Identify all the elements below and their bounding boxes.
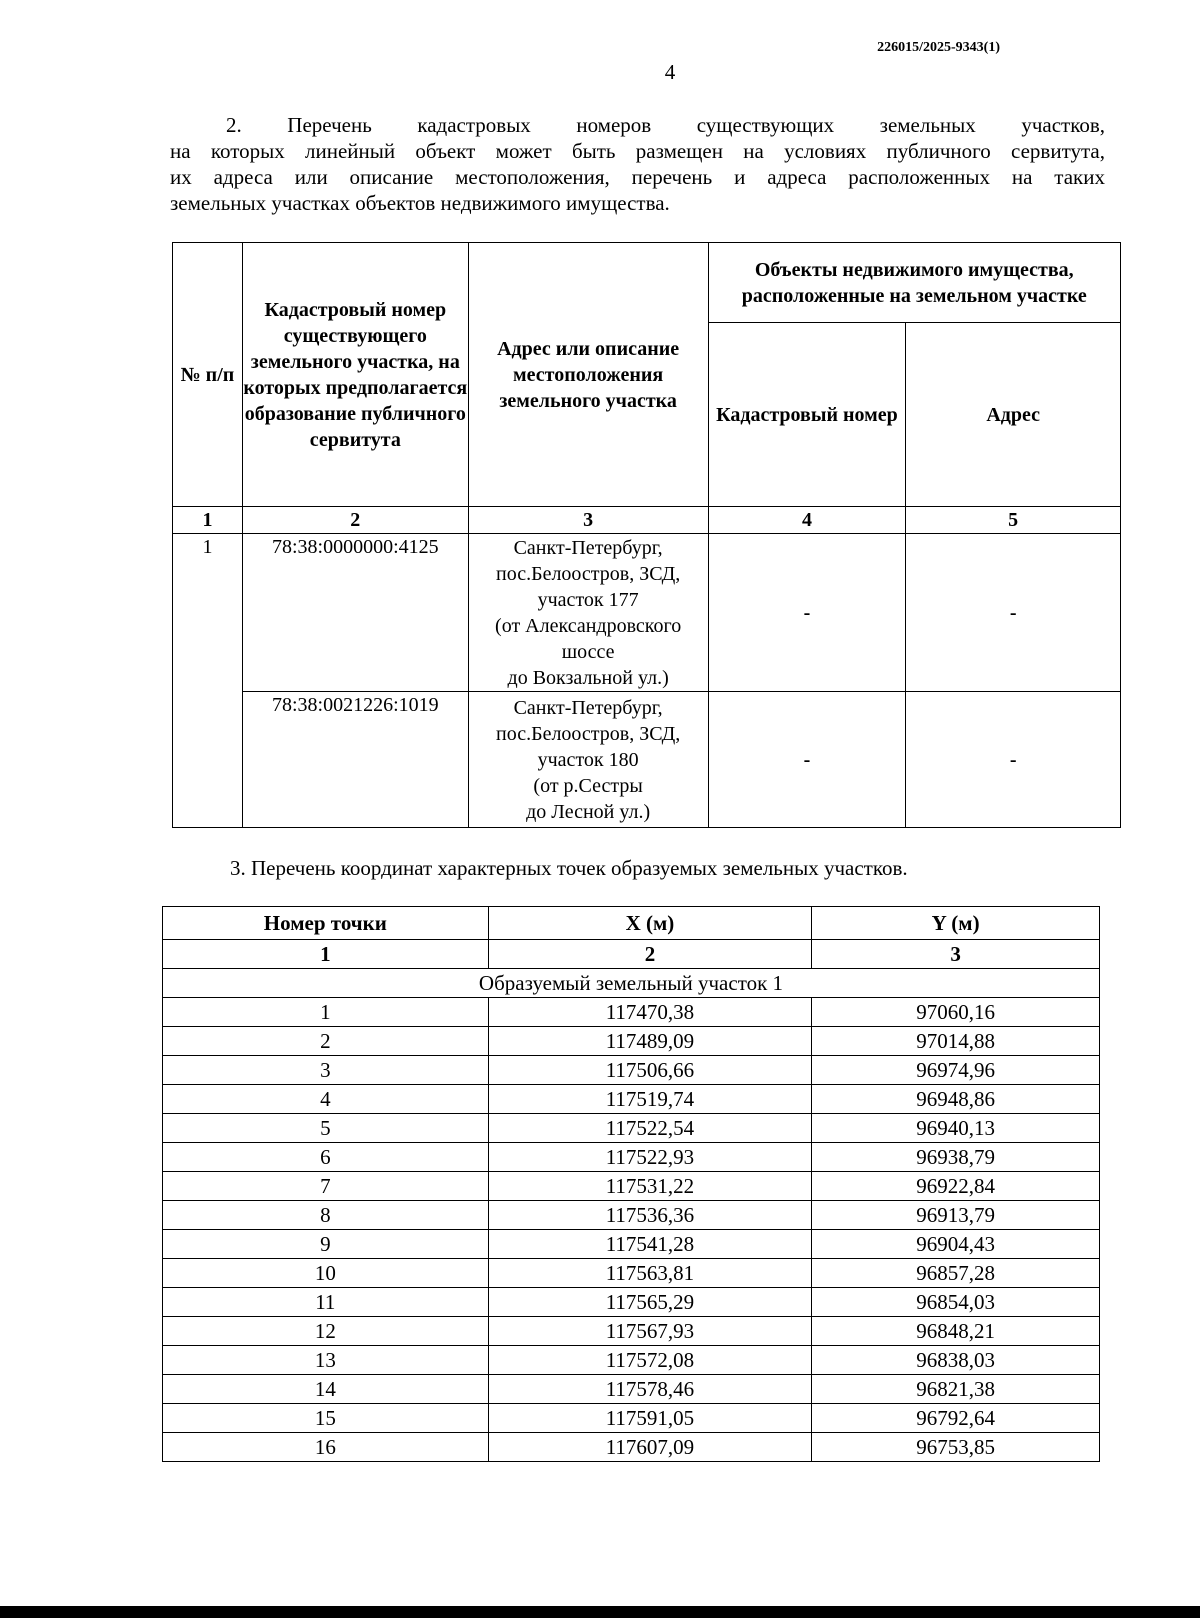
- address-line: до Вокзальной ул.): [507, 666, 669, 689]
- address-cell: [468, 692, 708, 828]
- x-coordinate: 117522,93: [488, 1143, 812, 1172]
- table-row: [163, 1114, 1100, 1143]
- point-number: 1: [163, 998, 489, 1027]
- point-number: 15: [163, 1404, 489, 1433]
- address-line: (от р.Сестры: [533, 774, 643, 797]
- object-address: -: [906, 692, 1121, 828]
- object-cadastral-number: -: [708, 692, 906, 828]
- point-number: 8: [163, 1201, 489, 1230]
- paragraph-line: их адреса или описание местоположения, перечень и адреса расположенных на таких: [170, 165, 1105, 189]
- point-number: 9: [163, 1230, 489, 1259]
- x-coordinate: 117531,22: [488, 1172, 812, 1201]
- table-row: [163, 1433, 1100, 1462]
- y-coordinate: 97060,16: [812, 998, 1100, 1027]
- y-coordinate: 96838,03: [812, 1346, 1100, 1375]
- table-row: [163, 1375, 1100, 1404]
- y-coordinate: 96904,43: [812, 1230, 1100, 1259]
- address-cell: [468, 534, 708, 692]
- point-number: 10: [163, 1259, 489, 1288]
- column-number: 2: [242, 507, 468, 534]
- header-y: Y (м): [812, 907, 1100, 940]
- table-row: [163, 1259, 1100, 1288]
- column-number: 4: [708, 507, 906, 534]
- cadastral-number: 78:38:0000000:4125: [242, 534, 468, 692]
- header-object-cadastral-number: Кадастровый номер: [708, 323, 906, 507]
- x-coordinate: 117563,81: [488, 1259, 812, 1288]
- header-point-number: Номер точки: [163, 907, 489, 940]
- y-coordinate: 97014,88: [812, 1027, 1100, 1056]
- scan-border: [0, 1606, 1200, 1618]
- table-row: [163, 1143, 1100, 1172]
- y-coordinate: 96753,85: [812, 1433, 1100, 1462]
- x-coordinate: 117470,38: [488, 998, 812, 1027]
- x-coordinate: 117489,09: [488, 1027, 812, 1056]
- address-line: пос.Белоостров, ЗСД,: [496, 722, 681, 745]
- table-row: [173, 534, 1121, 692]
- column-number: 2: [488, 940, 812, 969]
- x-coordinate: 117578,46: [488, 1375, 812, 1404]
- address-line: участок 180: [537, 748, 639, 771]
- y-coordinate: 96948,86: [812, 1085, 1100, 1114]
- table-row: [163, 1172, 1100, 1201]
- header-index: № п/п: [173, 243, 243, 507]
- point-number: 12: [163, 1317, 489, 1346]
- x-coordinate: 117536,36: [488, 1201, 812, 1230]
- header-cadastral-number: Кадастровый номер существующего земельного участка, на которых предполагается образование публичного сервитута: [242, 243, 468, 507]
- header-real-estate-objects: Объекты недвижимого имущества, расположенные на земельном участке: [708, 243, 1120, 323]
- section-title: Образуемый земельный участок 1: [163, 969, 1100, 998]
- point-number: 7: [163, 1172, 489, 1201]
- point-number: 3: [163, 1056, 489, 1085]
- point-number: 2: [163, 1027, 489, 1056]
- point-number: 11: [163, 1288, 489, 1317]
- table-row: [163, 1288, 1100, 1317]
- x-coordinate: 117522,54: [488, 1114, 812, 1143]
- point-number: 4: [163, 1085, 489, 1114]
- header-address: Адрес или описание местоположения земельного участка: [468, 243, 708, 507]
- paragraph-line: 2. Перечень кадастровых номеров существующих земельных участков,: [226, 113, 1105, 137]
- table-row: [163, 1230, 1100, 1259]
- y-coordinate: 96940,13: [812, 1114, 1100, 1143]
- object-cadastral-number: -: [708, 534, 906, 692]
- y-coordinate: 96848,21: [812, 1317, 1100, 1346]
- x-coordinate: 117567,93: [488, 1317, 812, 1346]
- section-2-paragraph: [170, 112, 1105, 216]
- paragraph-line: земельных участках объектов недвижимого имущества.: [170, 191, 670, 215]
- point-number: 16: [163, 1433, 489, 1462]
- y-coordinate: 96854,03: [812, 1288, 1100, 1317]
- table-row: [163, 998, 1100, 1027]
- address-line: участок 177: [537, 588, 639, 611]
- cadastral-table: [172, 242, 1121, 828]
- point-number: 6: [163, 1143, 489, 1172]
- column-number: 1: [173, 507, 243, 534]
- x-coordinate: 117541,28: [488, 1230, 812, 1259]
- point-number: 13: [163, 1346, 489, 1375]
- x-coordinate: 117572,08: [488, 1346, 812, 1375]
- x-coordinate: 117591,05: [488, 1404, 812, 1433]
- y-coordinate: 96821,38: [812, 1375, 1100, 1404]
- y-coordinate: 96792,64: [812, 1404, 1100, 1433]
- table-row: [163, 1201, 1100, 1230]
- address-line: Санкт-Петербург,: [513, 696, 663, 719]
- x-coordinate: 117506,66: [488, 1056, 812, 1085]
- address-line: (от Александровского: [495, 614, 682, 637]
- table-row: [163, 1404, 1100, 1433]
- y-coordinate: 96857,28: [812, 1259, 1100, 1288]
- address-line: Санкт-Петербург,: [513, 536, 663, 559]
- x-coordinate: 117519,74: [488, 1085, 812, 1114]
- cadastral-number: 78:38:0021226:1019: [242, 692, 468, 828]
- x-coordinate: 117607,09: [488, 1433, 812, 1462]
- row-index: 1: [173, 534, 243, 828]
- point-number: 14: [163, 1375, 489, 1404]
- table-row: [163, 1027, 1100, 1056]
- address-line: шоссе: [561, 640, 615, 663]
- column-number: 1: [163, 940, 489, 969]
- x-coordinate: 117565,29: [488, 1288, 812, 1317]
- column-number: 5: [906, 507, 1121, 534]
- y-coordinate: 96938,79: [812, 1143, 1100, 1172]
- page-number: 4: [664, 60, 676, 84]
- address-line: пос.Белоостров, ЗСД,: [496, 562, 681, 585]
- document-id: 226015/2025-9343(1): [877, 40, 1000, 55]
- y-coordinate: 96913,79: [812, 1201, 1100, 1230]
- table-row: [163, 1085, 1100, 1114]
- column-number: 3: [468, 507, 708, 534]
- point-number: 5: [163, 1114, 489, 1143]
- table-row: [163, 1346, 1100, 1375]
- paragraph-line: на которых линейный объект может быть размещен на условиях публичного сервитута,: [170, 139, 1105, 163]
- header-object-address: Адрес: [906, 323, 1121, 507]
- coordinates-table: [162, 906, 1100, 1462]
- table-row: [163, 1056, 1100, 1085]
- address-line: до Лесной ул.): [526, 800, 651, 823]
- table-row: [173, 692, 1121, 828]
- y-coordinate: 96922,84: [812, 1172, 1100, 1201]
- header-x: X (м): [488, 907, 812, 940]
- section-3-heading: 3. Перечень координат характерных точек образуемых земельных участков.: [230, 856, 908, 880]
- table-row: [163, 1317, 1100, 1346]
- y-coordinate: 96974,96: [812, 1056, 1100, 1085]
- column-number: 3: [812, 940, 1100, 969]
- object-address: -: [906, 534, 1121, 692]
